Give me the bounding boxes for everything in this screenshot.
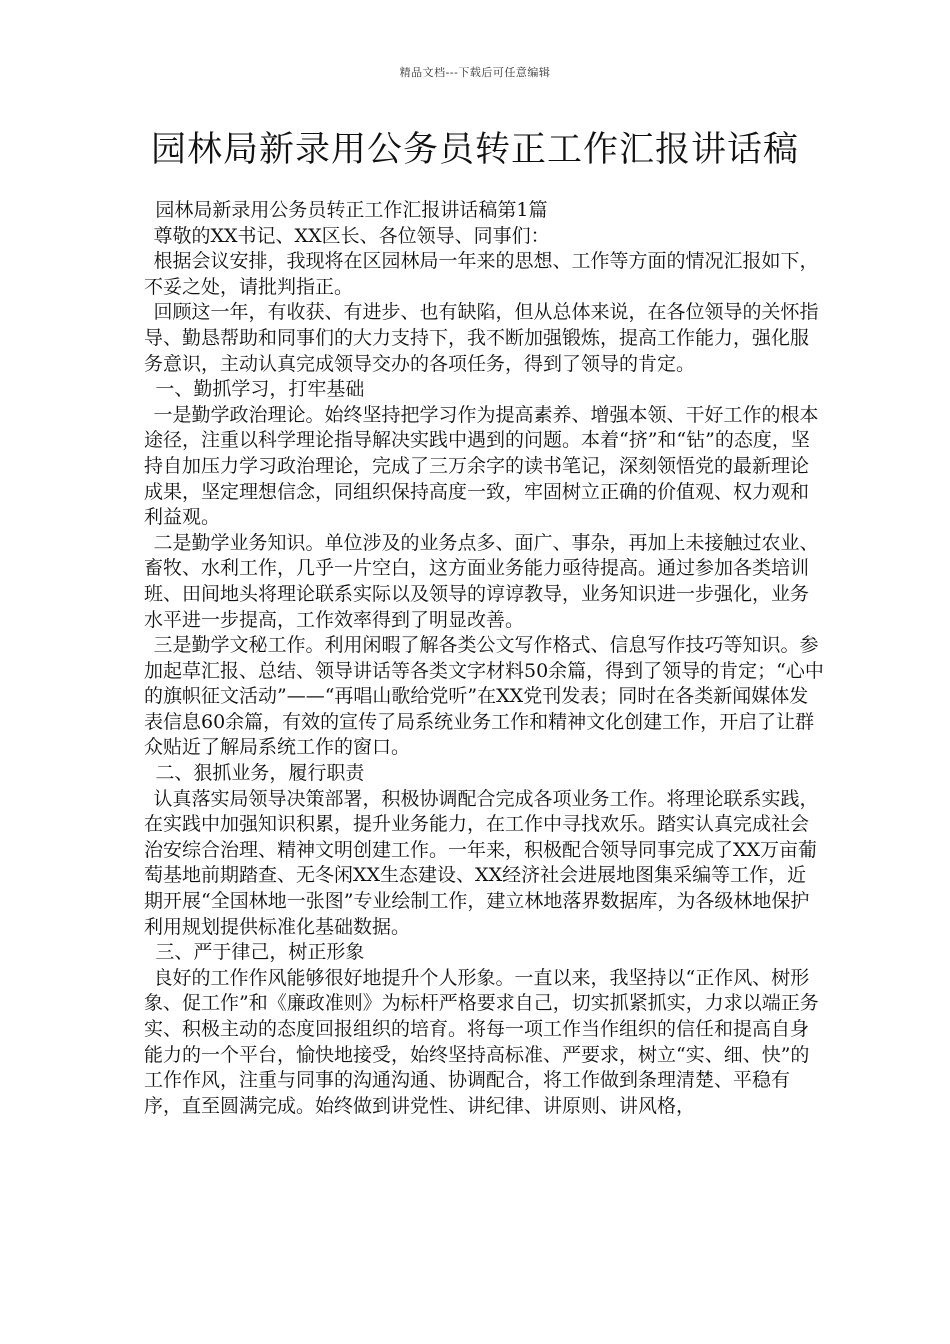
salutation: 尊敬的XX书记、XX区长、各位领导、同事们： — [153, 224, 550, 247]
paragraph-intro: 根据会议安排，我现将在区园林局一年来的思想、工作等方面的情况汇报如下，不妥之处，请批判指正。 — [144, 250, 819, 298]
document-body — [144, 198, 824, 1119]
section-heading-1: 一、勤抓学习，打牢基础 — [155, 378, 365, 401]
paragraph-business: 二是勤学业务知识。单位涉及的业务点多、面广、事杂，再加上未接触过农业、畜牧、水利工作，几乎一片空白，这方面业务能力亟待提高。通过参加各类培训班、田间地头将理论联系实际以及领导的谆谆教导，业务知识进一步强化，业务水平进一步提高，工作效率得到了明显改善。 — [144, 531, 819, 631]
document-title: 园林局新录用公务员转正工作汇报讲话稿 — [150, 130, 799, 170]
section-heading-3: 三、严于律己，树正形象 — [155, 941, 365, 964]
paragraph-review: 回顾这一年，有收获、有进步、也有缺陷，但从总体来说，在各位领导的关怀指导、勤恳帮助和同事们的大力支持下，我不断加强锻炼，提高工作能力，强化服务意识，主动认真完成领导交办的各项任务，得到了领导的肯定。 — [144, 301, 819, 375]
paragraph-discipline: 良好的工作作风能够很好地提升个人形象。一直以来，我坚持以“正作风、树形象、促工作”和《廉政准则》为标杆严格要求自己，切实抓紧抓实，力求以端正务实、积极主动的态度回报组织的培育。将每一项工作当作组织的信任和提高自身能力的一个平台，愉快地接受，始终坚持高标准、严要求，树立“实、细、快”的工作作风，注重与同事的沟通沟通、协调配合，将工作做到条理清楚、平稳有序，直至圆满完成。始终做到讲党性、讲纪律、讲原则、讲风格， — [144, 966, 819, 1117]
paragraph-secretarial: 三是勤学文秘工作。利用闲暇了解各类公文写作格式、信息写作技巧等知识。参加起草汇报、总结、领导讲话等各类文字材料50余篇，得到了领导的肯定；“心中的旗帜征文活动”——“再唱山歌给党听”在XX党刊发表；同时在各类新闻媒体发表信息60余篇，有效的宣传了局系统业务工作和精神文化创建工作，开启了让群众贴近了解局系统工作的窗口。 — [144, 634, 824, 759]
paragraph-politics: 一是勤学政治理论。始终坚持把学习作为提高素养、增强本领、干好工作的根本途径，注重以科学理论指导解决实践中遇到的问题。本着“挤”和“钻”的态度，坚持自加压力学习政治理论，完成了三万余字的读书笔记，深刻领悟党的最新理论成果，坚定理想信念，同组织保持高度一致，牢固树立正确的价值观、权力观和利益观。 — [144, 403, 819, 529]
paragraph-duties: 认真落实局领导决策部署，积极协调配合完成各项业务工作。将理论联系实践，在实践中加强知识积累，提升业务能力，在工作中寻找欢乐。踏实认真完成社会治安综合治理、精神文明创建工作。一年来，积极配合领导同事完成了XX万亩葡萄基地前期踏查、无冬闲XX生态建设、XX经济社会进展地图集采编等工作，近期开展“全国林地一张图”专业绘制工作，建立林地落界数据库，为各级林地保护利用规划提供标准化基础数据。 — [144, 787, 819, 938]
subtitle-line: 园林局新录用公务员转正工作汇报讲话稿第1篇 — [155, 199, 548, 221]
header-note: 精品文档---下载后可任意编辑 — [399, 66, 551, 79]
section-heading-2: 二、狠抓业务，履行职责 — [155, 762, 365, 785]
